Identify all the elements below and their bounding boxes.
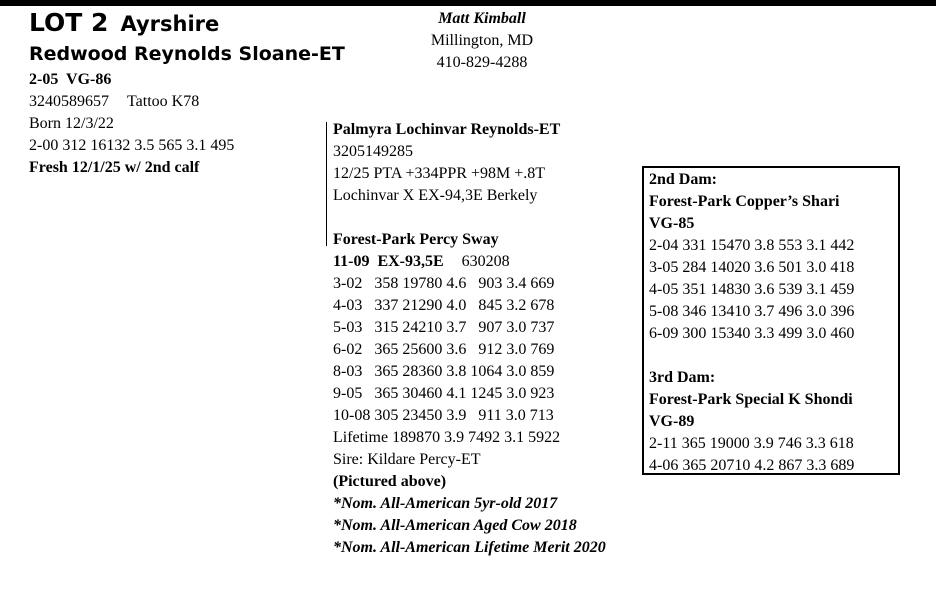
- cow-id-line: [29, 91, 234, 113]
- second-dam-heading: 2nd Dam:: [649, 171, 718, 188]
- cow-info: [29, 69, 234, 179]
- dam-reg-number: 630208: [461, 253, 510, 270]
- consignor-phone: 410-829-4288: [436, 54, 528, 71]
- box-spacer: [649, 345, 898, 367]
- pedigree-bracket: [326, 122, 327, 246]
- third-dam-classification: VG-89: [649, 413, 695, 430]
- consignor-name: Matt Kimball: [438, 10, 526, 27]
- dam-record: 4-03 337 21290 4.0 845 3.2 678: [333, 297, 555, 314]
- dam-record: 9-05 365 30460 4.1 1245 3.0 923: [333, 385, 555, 402]
- cow-reg-number: 3240589657: [29, 93, 109, 110]
- third-dam-name: Forest-Park Special K Shondi: [649, 391, 853, 408]
- cow-classification: 2-05 VG-86: [29, 71, 112, 88]
- dam-classification-line: [333, 251, 606, 273]
- cow-name: Redwood Reynolds Sloane-ET: [29, 43, 345, 65]
- second-dam-record: 5-08 346 13410 3.7 496 3.0 396: [649, 303, 855, 320]
- third-dam-record: 2-11 365 19000 3.9 746 3.3 618: [649, 435, 854, 452]
- dam-honor: *Nom. All-American Aged Cow 2018: [333, 517, 577, 534]
- dam-record: 5-03 315 24210 3.7 907 3.0 737: [333, 319, 555, 336]
- maternal-line-box: [642, 166, 900, 475]
- second-dam-classification: VG-85: [649, 215, 695, 232]
- dam-record: 3-02 358 19780 4.6 903 3.4 669: [333, 275, 555, 292]
- dam-info: [333, 229, 606, 559]
- dam-sire: Sire: Kildare Percy-ET: [333, 451, 481, 468]
- dam-lifetime: Lifetime 189870 3.9 7492 3.1 5922: [333, 429, 561, 446]
- cow-born: Born 12/3/22: [29, 115, 114, 132]
- dam-classification: 11-09 EX-93,5E: [333, 253, 444, 270]
- second-dam-record: 3-05 284 14020 3.6 501 3.0 418: [649, 259, 855, 276]
- lot-heading: [29, 8, 219, 39]
- cow-record: 2-00 312 16132 3.5 565 3.1 495: [29, 137, 235, 154]
- sire-pedigree: Lochinvar X EX-94,3E Berkely: [333, 187, 538, 204]
- second-dam-name: Forest-Park Copper’s Shari: [649, 193, 840, 210]
- consignor: [408, 8, 556, 74]
- dam-pictured-note: (Pictured above): [333, 473, 447, 490]
- top-border: [0, 0, 936, 6]
- sire-info: [333, 119, 560, 207]
- second-dam-record: 2-04 331 15470 3.8 553 3.1 442: [649, 237, 855, 254]
- lot-label: LOT 2: [29, 8, 109, 37]
- second-dam-record: 4-05 351 14830 3.6 539 3.1 459: [649, 281, 855, 298]
- dam-honor: *Nom. All-American Lifetime Merit 2020: [333, 539, 606, 556]
- third-dam-record: 4-06 365 20710 4.2 867 3.3 689: [649, 457, 855, 474]
- second-dam-record: 6-09 300 15340 3.3 499 3.0 460: [649, 325, 855, 342]
- dam-record: 6-02 365 25600 3.6 912 3.0 769: [333, 341, 555, 358]
- consignor-city: Millington, MD: [430, 32, 534, 49]
- dam-name: Forest-Park Percy Sway: [333, 231, 499, 248]
- dam-record: 10-08 305 23450 3.9 911 3.0 713: [333, 407, 554, 424]
- cow-fresh: Fresh 12/1/25 w/ 2nd calf: [29, 159, 200, 176]
- dam-record: 8-03 365 28360 3.8 1064 3.0 859: [333, 363, 555, 380]
- breed-label: Ayrshire: [120, 12, 220, 36]
- third-dam-heading: 3rd Dam:: [649, 369, 716, 386]
- dam-honor: *Nom. All-American 5yr-old 2017: [333, 495, 558, 512]
- cow-tattoo: Tattoo K78: [127, 93, 200, 110]
- sire-reg-number: 3205149285: [333, 143, 413, 160]
- sire-name: Palmyra Lochinvar Reynolds-ET: [333, 121, 561, 138]
- sire-proof: 12/25 PTA +334PPR +98M +.8T: [333, 165, 546, 182]
